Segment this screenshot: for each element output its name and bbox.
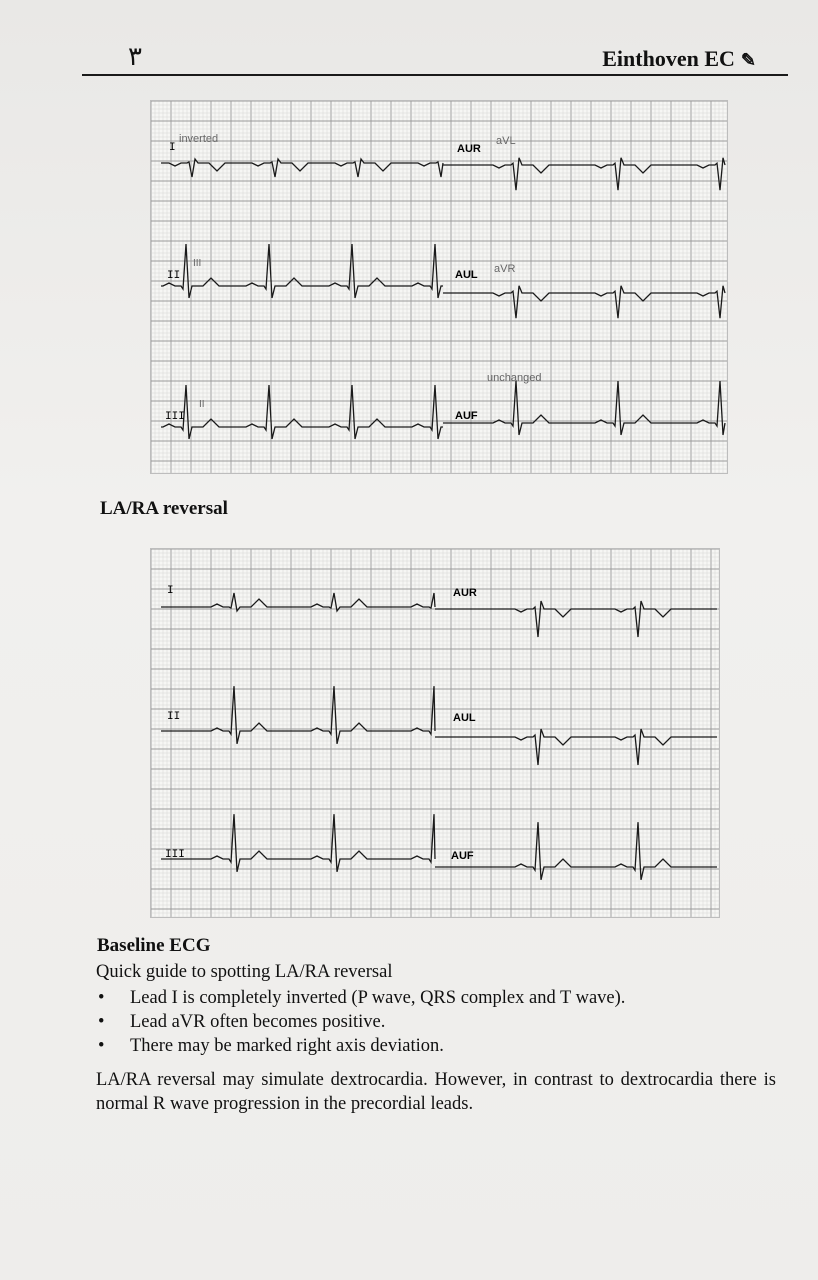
annotation-aVR: aVR [494, 263, 516, 275]
lead-AUR-label: AUR [453, 587, 477, 599]
caption-baseline: Baseline ECG [97, 935, 211, 956]
list-item [96, 1010, 776, 1034]
bullet-text: There may be marked right axis deviation. [130, 1036, 444, 1056]
bullet-icon: • [98, 1036, 105, 1056]
lead-II-label: II [167, 711, 181, 723]
running-header [602, 46, 756, 72]
page-number: ٣ [128, 42, 142, 72]
lead-AUL-label: AUL [453, 712, 476, 724]
annotation-inverted: inverted [179, 133, 219, 145]
ecg-baseline-figure [150, 548, 720, 918]
lead-II-label: II [167, 270, 181, 282]
guide-title: Quick guide to spotting LA/RA reversal [96, 962, 393, 982]
annotation-aVL: aVL [496, 135, 516, 147]
ecg-baseline-svg [151, 549, 719, 917]
lead-III-label: III [165, 411, 185, 423]
bullet-icon: • [98, 1012, 105, 1032]
ecg-reversal-svg [151, 101, 727, 473]
lead-I-label: I [169, 142, 176, 154]
bullet-text: Lead aVR often becomes positive. [130, 1012, 386, 1032]
caption-reversal: LA/RA reversal [100, 498, 228, 519]
list-item [96, 986, 776, 1010]
lead-III-label: III [165, 849, 185, 861]
lead-AUF-label: AUF [451, 850, 474, 862]
annotation-unchanged: unchanged [487, 372, 542, 384]
pen-nib-icon: ✎ [740, 50, 756, 70]
annotation-II: II [199, 399, 205, 410]
body-paragraph: LA/RA reversal may simulate dextrocardia. However, in contrast to dextrocardia there is normal R wave progression in the precordial leads. [96, 1070, 776, 1114]
lead-AUR-label: AUR [457, 143, 481, 155]
lead-AUF-label: AUF [455, 410, 478, 422]
ecg-reversal-figure [150, 100, 728, 474]
lead-AUL-label: AUL [455, 269, 478, 281]
annotation-III: III [193, 258, 202, 269]
list-item [96, 1034, 776, 1058]
bullet-text: Lead I is completely inverted (P wave, QRS complex and T wave). [130, 988, 626, 1008]
bullet-list [96, 986, 776, 1058]
lead-I-label: I [167, 585, 174, 597]
bullet-icon: • [98, 988, 105, 1008]
header-rule [82, 74, 788, 76]
header-title: Einthoven EC [602, 46, 735, 71]
